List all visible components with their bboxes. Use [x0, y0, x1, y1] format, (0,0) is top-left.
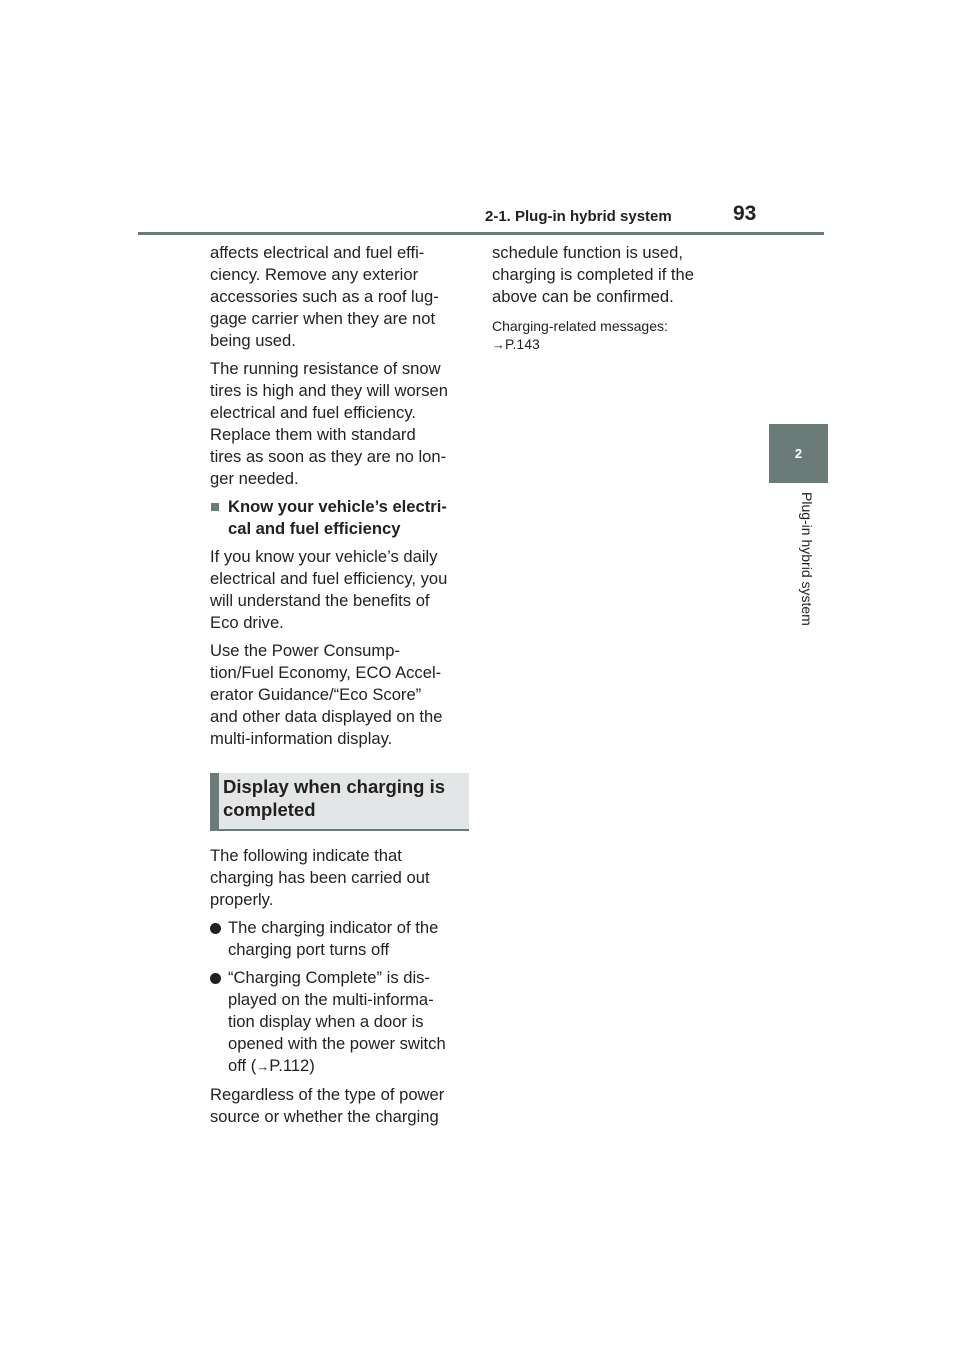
page-number: 93 — [733, 202, 757, 225]
page-reference-link[interactable]: P.143 — [505, 336, 540, 352]
bullet-line: “Charging Complete” is dis- — [228, 968, 430, 987]
text-line: tion/Fuel Economy, ECO Accel- — [210, 663, 442, 682]
bullet-line: tion display when a door is — [228, 1012, 424, 1031]
text-line: source or whether the charging — [210, 1107, 439, 1126]
text-line: accessories such as a roof lug- — [210, 287, 439, 306]
running-header-section-title: 2-1. Plug-in hybrid system — [485, 208, 672, 225]
text-line: Use the Power Consump- — [210, 641, 400, 660]
paragraph-regardless — [210, 1084, 472, 1128]
page-reference-link[interactable]: P.112) — [269, 1056, 315, 1075]
text-line: electrical and fuel efficiency. — [210, 403, 416, 422]
text-line: ger needed. — [210, 469, 299, 488]
bullet-item-charging-complete-message — [210, 967, 472, 1078]
text-line: affects electrical and fuel effi- — [210, 243, 425, 262]
heading-line: completed — [223, 799, 316, 820]
text-line: electrical and fuel efficiency, you — [210, 569, 448, 588]
text-line: tires is high and they will worsen — [210, 381, 448, 400]
chapter-number: 2 — [794, 446, 803, 461]
note-line: Charging-related messages: — [492, 318, 668, 334]
chapter-tab — [769, 424, 828, 483]
text-line: tires as soon as they are no lon- — [210, 447, 447, 466]
heading-line: Display when charging is — [223, 776, 446, 797]
arrow-right-icon: → — [492, 337, 505, 352]
right-column — [492, 242, 732, 354]
subheading-line: cal and fuel efficiency — [228, 519, 401, 538]
bullet-line: The charging indicator of the — [228, 918, 439, 937]
text-line: and other data displayed on the — [210, 707, 443, 726]
paragraph-schedule-function — [492, 242, 732, 308]
text-line: If you know your vehicle’s daily — [210, 547, 438, 566]
text-line: above can be confirmed. — [492, 287, 674, 306]
bullet-line: charging port turns off — [228, 940, 390, 959]
text-line: being used. — [210, 331, 296, 350]
section-heading-charging-complete — [210, 773, 469, 831]
text-line: schedule function is used, — [492, 243, 683, 262]
text-line: multi-information display. — [210, 729, 393, 748]
text-line: properly. — [210, 890, 274, 909]
subheading-know-efficiency — [210, 496, 472, 540]
square-bullet-icon: ■ — [210, 497, 221, 516]
header-divider — [138, 232, 824, 235]
text-line: charging has been carried out — [210, 868, 430, 887]
left-column — [210, 242, 472, 1134]
bullet-dot-icon — [210, 917, 228, 961]
paragraph-daily-efficiency — [210, 546, 472, 634]
paragraph-power-consumption — [210, 640, 472, 750]
text-line: Replace them with standard — [210, 425, 416, 444]
text-line: Eco drive. — [210, 613, 284, 632]
ref-prefix: off ( — [228, 1056, 257, 1075]
text-line: gage carrier when they are not — [210, 309, 436, 328]
bullet-line: played on the multi-informa- — [228, 990, 434, 1009]
bullet-line-reference — [228, 1055, 446, 1078]
text-line: ciency. Remove any exterior — [210, 265, 419, 284]
text-line: erator Guidance/“Eco Score” — [210, 685, 422, 704]
text-line: Regardless of the type of power — [210, 1085, 445, 1104]
text-line: charging is completed if the — [492, 265, 695, 284]
arrow-right-icon: → — [256, 1059, 270, 1074]
bullet-item-indicator-off — [210, 917, 472, 961]
note-charging-messages — [492, 317, 732, 354]
bullet-line: opened with the power switch — [228, 1034, 446, 1053]
text-line: will understand the benefits of — [210, 591, 430, 610]
paragraph-snow-tires — [210, 358, 472, 490]
subheading-line: Know your vehicle’s electri- — [228, 497, 447, 516]
chapter-label: Plug-in hybrid system — [799, 492, 815, 626]
text-line: The running resistance of snow — [210, 359, 441, 378]
paragraph-following-indicate — [210, 845, 472, 911]
bullet-dot-icon — [210, 967, 228, 1078]
note-reference — [492, 335, 732, 354]
paragraph-fuel-efficiency — [210, 242, 472, 352]
text-line: The following indicate that — [210, 846, 402, 865]
